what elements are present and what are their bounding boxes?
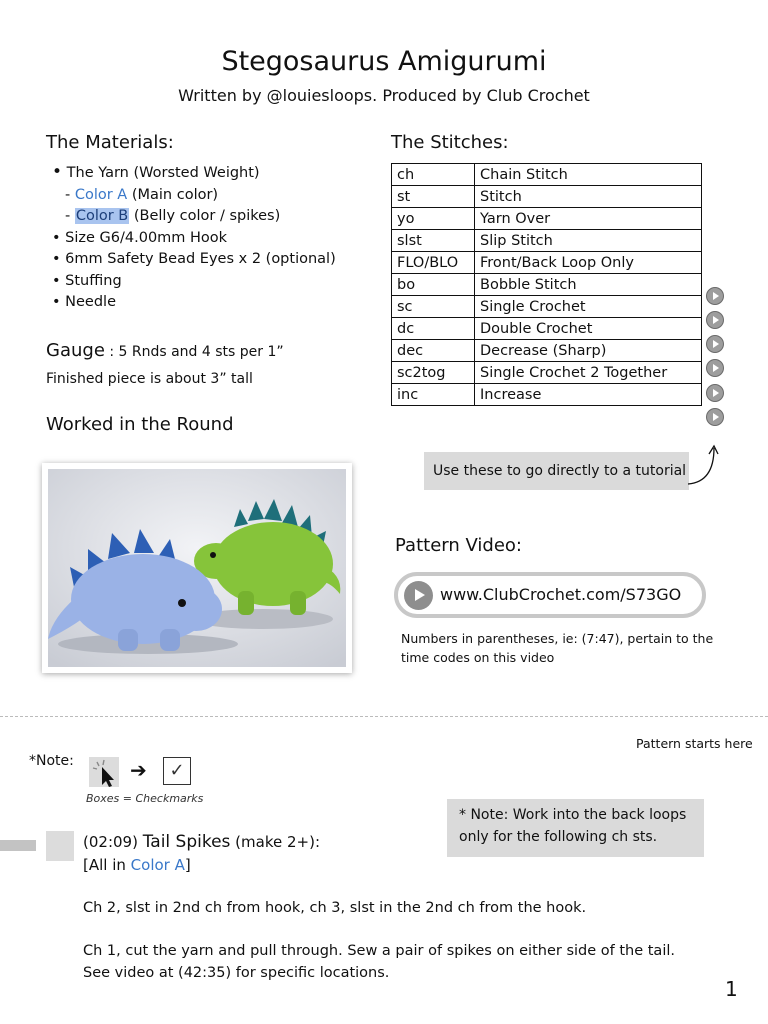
stitches-heading: The Stitches: [391,132,509,153]
stitch-name: Slip Stitch [475,230,702,252]
video-note: Numbers in parentheses, ie: (7:47), pertain to the time codes on this video [401,631,714,665]
worked-heading: Worked in the Round [46,414,234,435]
dinosaur-illustration [48,469,346,667]
materials-heading: The Materials: [46,132,174,153]
materials-item: • Stuffing [52,272,122,289]
page-subtitle: Written by @louiesloops. Produced by Club Crochet [178,86,590,105]
table-row [392,230,702,252]
stitch-abbr: dc [392,318,475,340]
play-tutorial-increase-icon[interactable] [706,408,724,426]
cursor-click-icon [89,757,119,787]
instruction-line: Ch 1, cut the yarn and pull through. Sew a pair of spikes on either side of the tail. [83,943,675,959]
checkmark-icon: ✓ [163,757,191,785]
play-tutorial-bobble-icon[interactable] [706,287,724,305]
gauge-line: Gauge : 5 Rnds and 4 sts per 1” [46,340,284,361]
curved-arrow-icon [684,440,724,490]
stitch-abbr: slst [392,230,475,252]
stitch-name: Bobble Stitch [475,274,702,296]
color-a-label: Color A [74,186,128,203]
table-row [392,274,702,296]
section-checkbox[interactable] [46,831,74,861]
stitch-abbr: dec [392,340,475,362]
arrow-right-icon: ➔ [130,758,147,782]
checkbox-example [89,757,119,787]
play-tutorial-sc2tog-icon[interactable] [706,384,724,402]
finished-size: Finished piece is about 3” tall [46,371,253,387]
table-row [392,318,702,340]
stitch-abbr: sc [392,296,475,318]
instruction-line: Ch 2, slst in 2nd ch from hook, ch 3, slst in the 2nd ch from the hook. [83,900,587,916]
play-tutorial-double-crochet-icon[interactable] [706,335,724,353]
tutorial-note: Use these to go directly to a tutorial [424,452,689,490]
stitch-name: Single Crochet [475,296,702,318]
play-tutorial-decrease-icon[interactable] [706,359,724,377]
materials-item-yarn: • The Yarn (Worsted Weight) [52,162,260,182]
play-icon [404,581,433,610]
section-heading: (02:09) Tail Spikes (make 2+): [83,832,320,852]
stitch-name: Chain Stitch [475,164,702,186]
boxes-caption: Boxes = Checkmarks [86,792,204,805]
stitch-abbr: bo [392,274,475,296]
stitch-abbr: inc [392,384,475,406]
stitch-name: Decrease (Sharp) [475,340,702,362]
stitch-name: Yarn Over [475,208,702,230]
materials-item: • Size G6/4.00mm Hook [52,229,228,246]
video-link-button[interactable] [394,572,706,618]
page-number: 1 [725,977,738,1001]
video-heading: Pattern Video: [395,535,522,556]
stitch-abbr: ch [392,164,475,186]
stitch-name: Double Crochet [475,318,702,340]
table-row [392,296,702,318]
pattern-starts-label: Pattern starts here [636,736,753,751]
instruction-line: See video at (42:35) for specific locations. [83,965,390,981]
section-marker [0,840,36,851]
stitch-name: Stitch [475,186,702,208]
color-b-label: Color B [75,208,129,224]
back-loops-note: * Note: Work into the back loops only for the following ch sts. [447,799,704,857]
table-row [392,384,702,406]
stitch-abbr: st [392,186,475,208]
note-label: *Note: [29,753,74,769]
stitch-abbr: FLO/BLO [392,252,475,274]
materials-item: • 6mm Safety Bead Eyes x 2 (optional) [52,251,336,267]
section-title: Tail Spikes [142,832,231,852]
table-row [392,362,702,384]
video-url: www.ClubCrochet.com/S73GO [440,585,682,604]
stitch-abbr: yo [392,208,475,230]
table-row [392,340,702,362]
table-row [392,164,702,186]
stitch-name: Increase [475,384,702,406]
materials-item: • Needle [52,294,117,310]
materials-item-color-b: - Color B (Belly color / spikes) [65,208,281,224]
page-title: Stegosaurus Amigurumi [221,46,547,77]
stitch-abbr: sc2tog [392,362,475,384]
table-row [392,208,702,230]
materials-list [52,162,336,314]
table-row [392,186,702,208]
materials-item-color-a: - Color A (Main color) [65,186,219,203]
stitch-name: Single Crochet 2 Together [475,362,702,384]
stitches-table [391,163,702,406]
gauge-label: Gauge [46,340,105,361]
color-note: [All in Color A] [83,856,191,874]
amigurumi-photo [42,463,352,673]
play-tutorial-single-crochet-icon[interactable] [706,311,724,329]
table-row [392,252,702,274]
stitch-name: Front/Back Loop Only [475,252,702,274]
section-divider [0,716,768,717]
